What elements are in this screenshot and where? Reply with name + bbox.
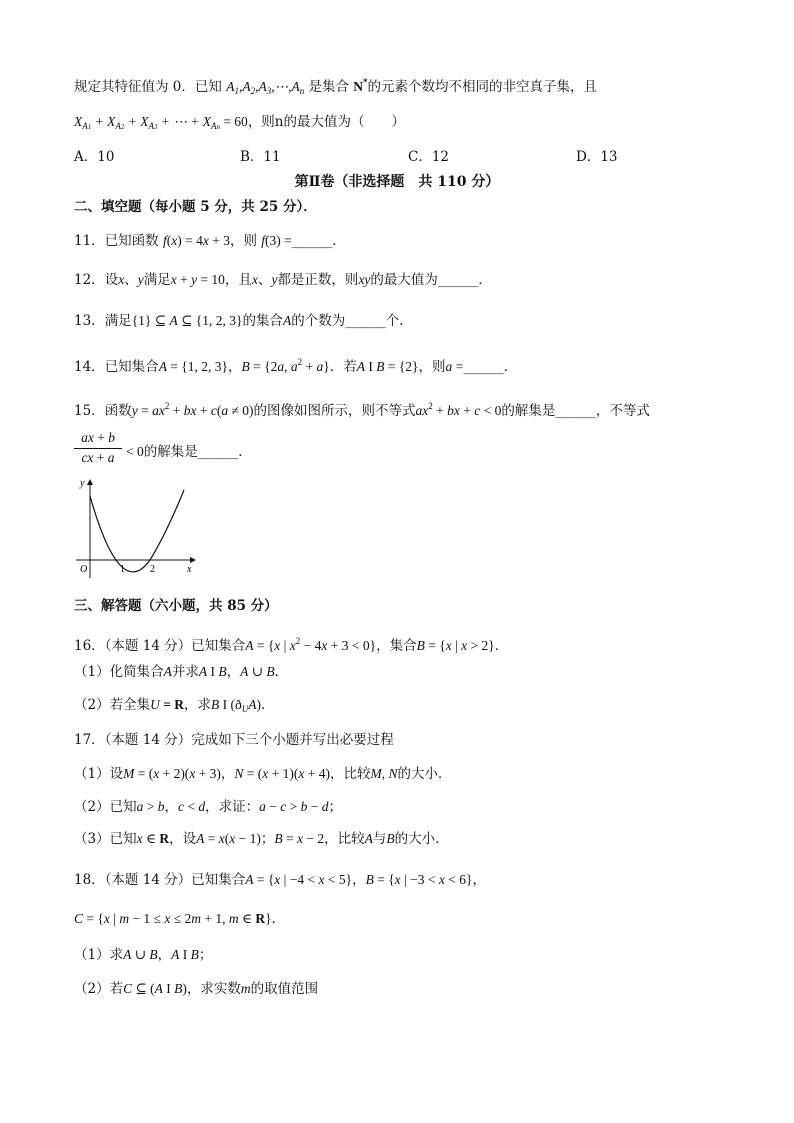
q16-ops: A I B，A ∪ B． (198, 664, 289, 679)
q18-part2: （2）若C ⊆ (A I B)，求实数m的取值范围 (74, 981, 319, 997)
tick-label-2: 2 (150, 564, 155, 575)
q17: 17．（本题 14 分）完成如下三个小题并写出必要过程 (74, 732, 394, 748)
q17-given: a > b，c < d (136, 799, 206, 814)
q10-option-c[interactable]: C．12 (408, 149, 450, 165)
q18-subset: C ⊆ (A I B) (123, 981, 187, 996)
q10-line1: 规定其特征值为 0．已知 $A_1,A_2,A_3,\cdots,A_n$ 是集合 N*的元素个数均不相同的非空真子集，且 (74, 77, 598, 96)
q17-MN: M = (x + 2)(x + 3)，N = (x + 1)(x + 4) (123, 766, 331, 781)
q10-option-b[interactable]: B．11 (240, 149, 281, 165)
x-axis-arrow (190, 557, 196, 563)
q14: 14．已知集合A = {1, 2, 3}，B = {2a, $a^2 + a$}．若A I B = {2}，则a =______． (74, 357, 518, 375)
q10-option-a[interactable]: A．10 (74, 149, 115, 165)
q18-part1: （1）求A ∪ B，A I B； (74, 947, 213, 963)
q17-part1: （1）设M = (x + 2)(x + 3)，N = (x + 1)(x + 4)，比较M, N的大小． (74, 766, 452, 782)
q15: 15．函数$y = ax^2$ + bx + c(a ≠ 0)的图像如图所示，则不等式$ax^2$ + bx + c < 0的解集是______，不等式 (74, 401, 650, 419)
q16: 16．（本题 14 分）已知集合A = {x | $x^2 - 4x + 3 < 0$}，集合B = {x | x > 2}． (74, 636, 509, 654)
q18-ops: A ∪ B，A I B； (123, 947, 213, 962)
section2-title: 二、填空题（每小题 5 分，共 25 分）． (74, 199, 317, 215)
q18: 18．（本题 14 分）已知集合A = {x | −4 < x < 5}，B = {x | −3 < x < 6}， (74, 872, 486, 888)
q17-part3: （3）已知x ∈ R，设A = x(x − 1)；B = x − 2，比较A与B的大小． (74, 831, 449, 847)
q10-option-d[interactable]: D．13 (576, 149, 618, 165)
q14-intersection: A I B = {2} (356, 359, 419, 374)
q17-part2: （2）已知a > b，c < d，求证：a − c > b − d； (74, 799, 342, 815)
q16-part2: （2）若全集U = R，求B I $(ð_UA)$． (74, 697, 275, 714)
q10-sets-list: $A_1,A_2,A_3,\cdots,A_n$ (226, 79, 305, 96)
q15-function: $y = ax^2$ + bx + c(a ≠ 0) (131, 401, 254, 418)
q15-inequality: $ax^2$ + bx + c < 0 (415, 401, 502, 418)
q11-eval: f(3) = (261, 233, 292, 248)
q11-function: f(x) = 4x + 3 (162, 233, 230, 248)
q18-set-C: C = {x | m − 1 ≤ x ≤ 2m + 1, m ∈ R}． (74, 911, 286, 926)
q16-part1: （1）化简集合A并求A I B，A ∪ B． (74, 664, 289, 680)
q11: 11．已知函数 f(x) = 4x + 3，则 f(3) =______． (74, 233, 346, 249)
q16-universal: U = R (150, 697, 185, 712)
q16-set-B: B = {x | x > 2}． (416, 638, 509, 653)
q17-prove: a − c > b − d； (259, 799, 342, 814)
part2-title: 第Ⅱ卷（非选择题 共 110 分） (294, 174, 500, 190)
section3-title: 三、解答题（六小题，共 85 分） (74, 598, 278, 614)
tick-label-1: 1 (120, 564, 125, 575)
q15-parabola-graph (66, 474, 206, 582)
y-axis-label: y (80, 478, 85, 489)
y-axis-arrow (87, 479, 93, 485)
origin-label: O (80, 564, 88, 575)
q10-sum-equation: $X_{A1} + X_{A2} + X_{A3}$ + ⋯ + $X_{An} = 60$ (74, 114, 248, 131)
x-axis-label: x (187, 564, 192, 575)
q18-set-A: A = {x | −4 < x < 5}，B = {x | −3 < x < 6}， (245, 872, 486, 887)
q16-set-A: A = {x | $x^2 - 4x + 3 < 0$} (245, 636, 377, 653)
q13: 13．满足{1} ⊆ A ⊆ {1, 2, 3}的集合A的个数为______个． (74, 313, 413, 329)
q10-line2: $X_{A1} + X_{A2} + X_{A3}$ + ⋯ + $X_{An} = 60$，则n的最大值为（ ） (74, 114, 406, 131)
q18-set-C-line (74, 910, 285, 928)
q12-condition: x + y = 10 (170, 272, 225, 287)
q17-AB: A = x(x − 1)；B = x − 2 (196, 831, 325, 846)
q10-set-N: N* (353, 77, 368, 94)
q13-subset-chain: {1} ⊆ A ⊆ {1, 2, 3} (131, 313, 243, 328)
q12: 12．设x、y满足x + y = 10，且x、y都是正数，则xy的最大值为______． (74, 272, 492, 288)
q16-complement-op: B I $(ð_UA)$． (211, 697, 275, 714)
q14-set-A: A = {1, 2, 3}，B = {2a, $a^2 + a$} (158, 357, 330, 374)
